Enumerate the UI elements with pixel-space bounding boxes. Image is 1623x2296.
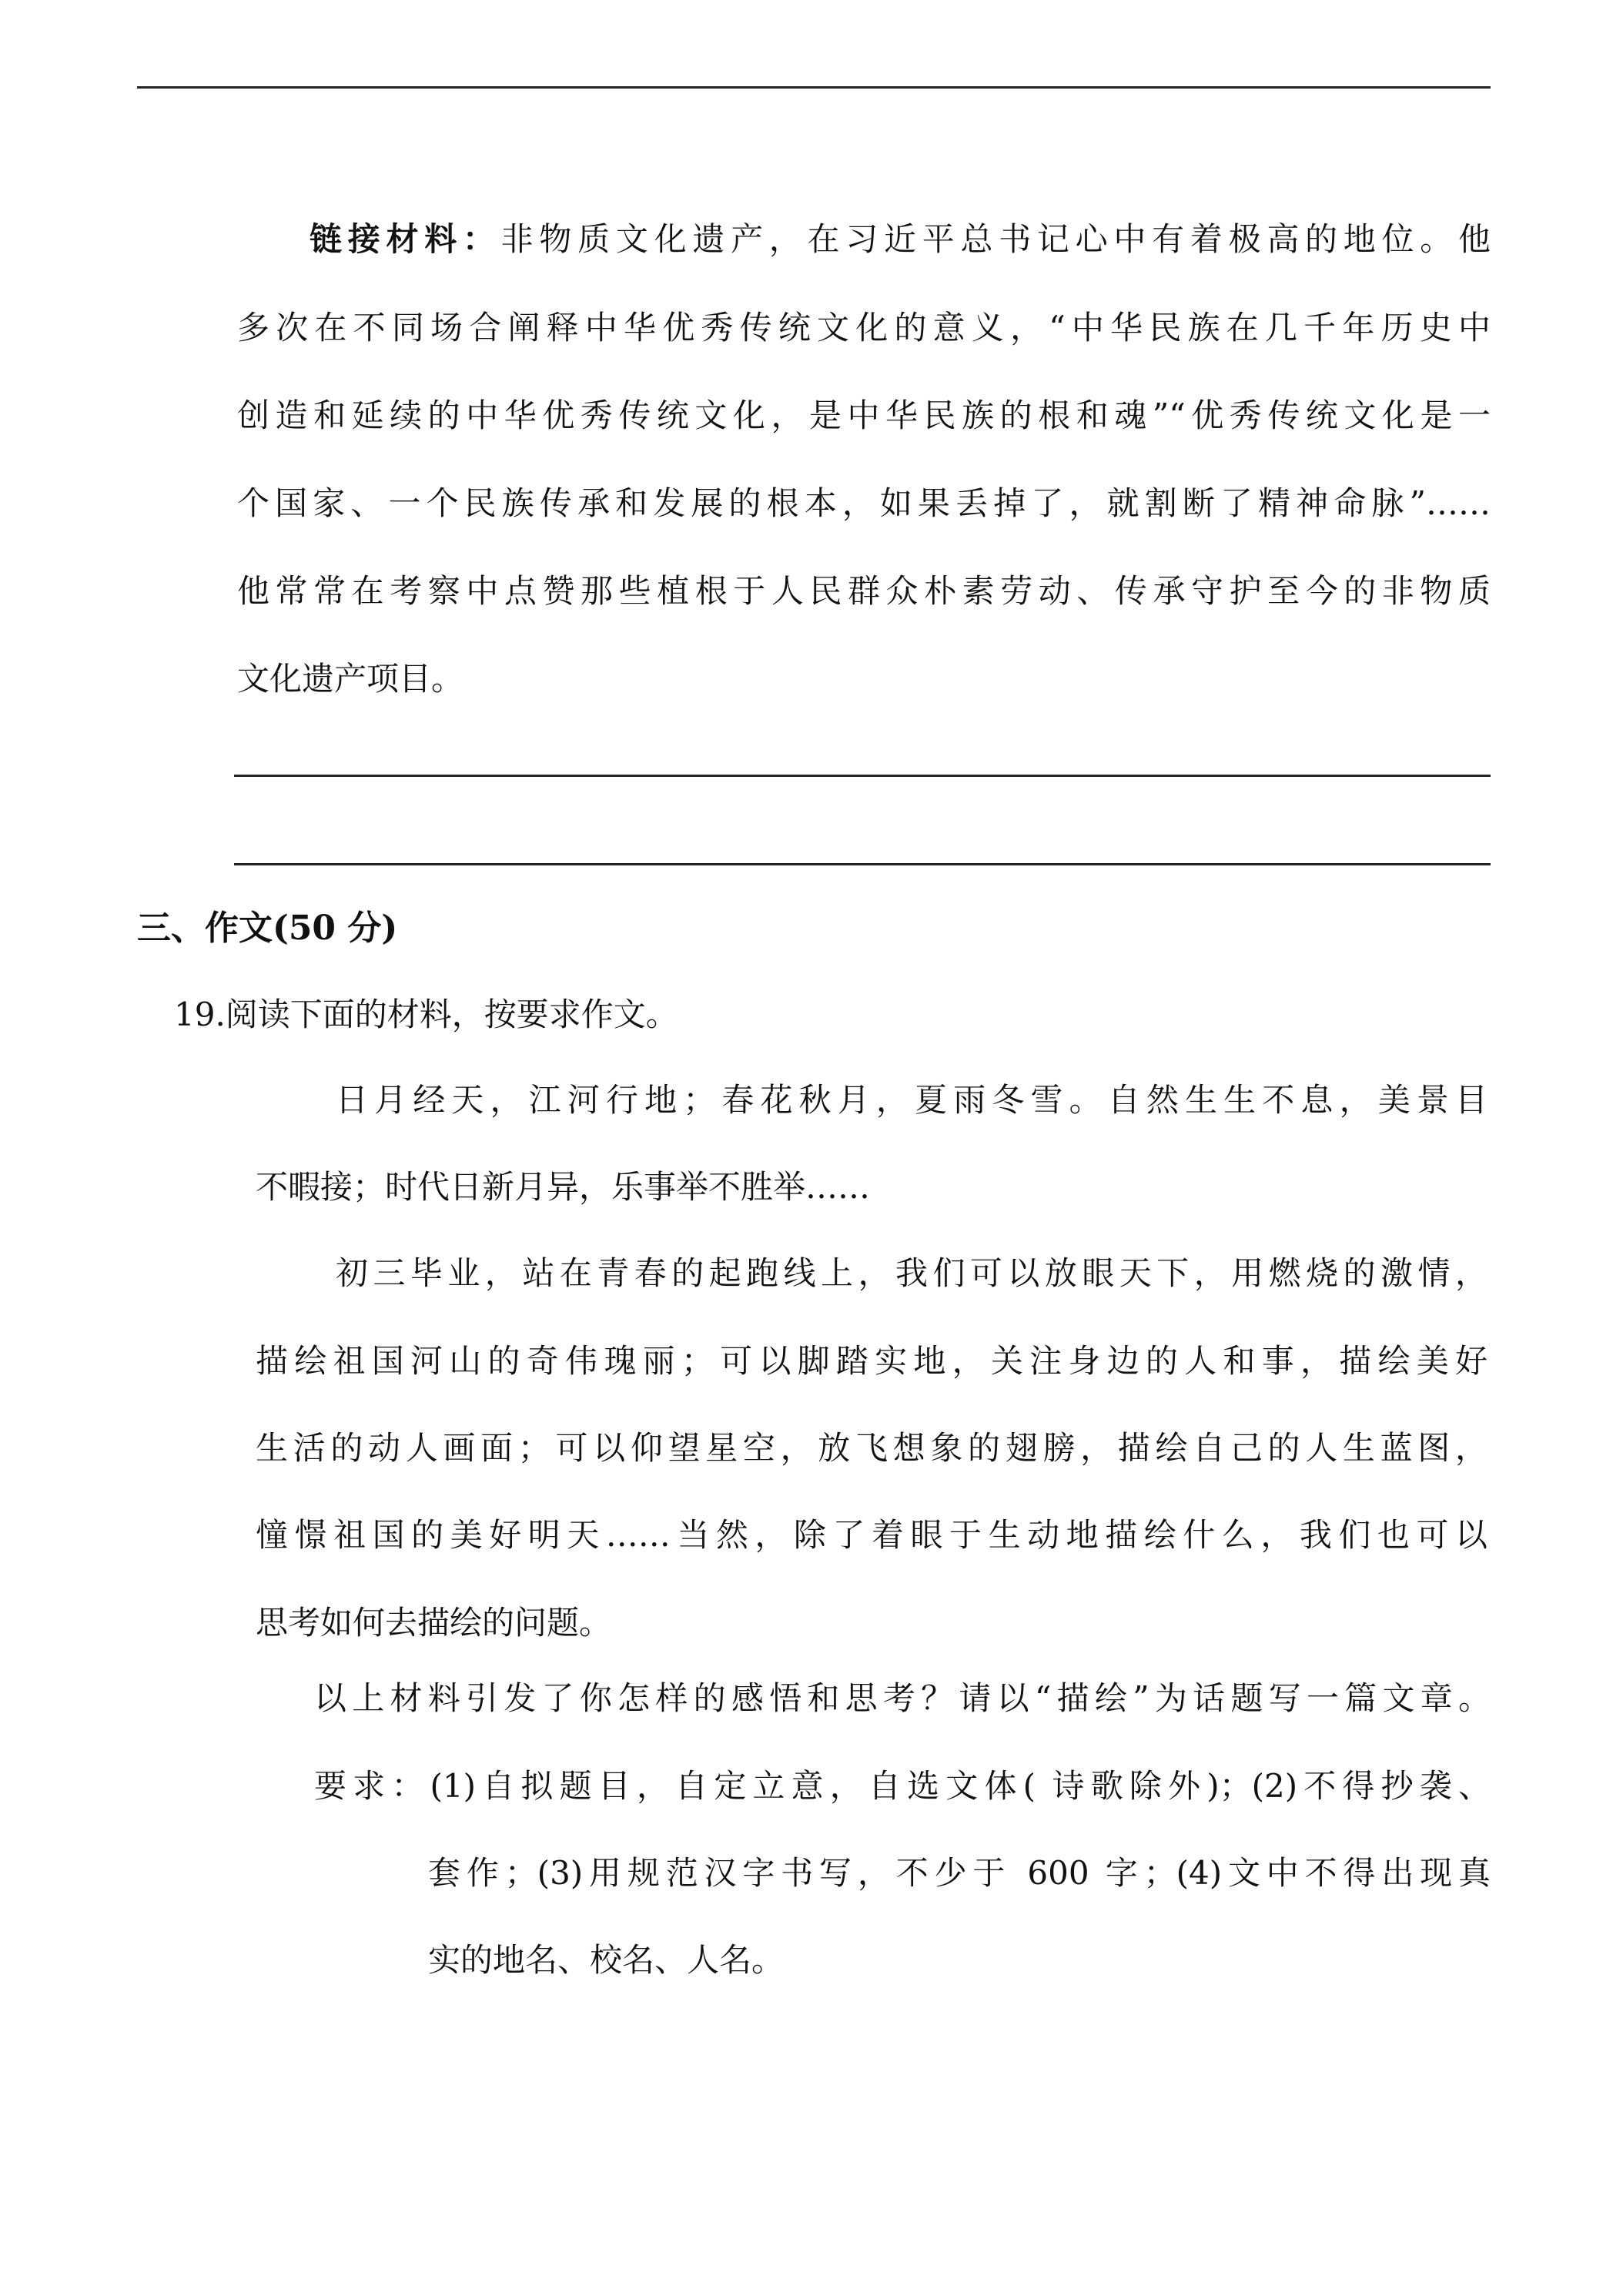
paragraph-line: 憧憬祖国的美好明天……当然，除了着眼于生动地描绘什么，我们也可以: [256, 1516, 1487, 1554]
requirements-line: 实的地名、校名、人名。: [428, 1941, 785, 1979]
link-material-line-2: 多次在不同场合阐释中华优秀传统文化的意义，“中华民族在几千年历史中: [237, 309, 1491, 346]
link-material-line-3: 创造和延续的中华优秀传统文化，是中华民族的根和魂”“优秀传统文化是一: [237, 397, 1491, 434]
paragraph-line: 思考如何去描绘的问题。: [256, 1604, 612, 1642]
top-rule: [137, 86, 1491, 89]
link-material-line-5: 他常常在考察中点赞那些植根于人民群众朴素劳动、传承守护至今的非物质: [237, 572, 1491, 610]
requirements-line: 要求：(1)自拟题目，自定立意，自选文体( 诗歌除外)；(2)不得抄袭、: [314, 1767, 1491, 1805]
link-material-line-4: 个国家、一个民族传承和发展的根本，如果丢掉了，就割断了精神命脉”……: [237, 484, 1491, 522]
section-heading: 三、作文(50 分): [137, 909, 398, 948]
answer-line-1: [234, 775, 1491, 777]
link-material-line-6: 文化遗产项目。: [237, 660, 464, 698]
link-material-label: 链接材料：: [310, 220, 501, 258]
writing-prompt: 以上材料引发了你怎样的感悟和思考？请以“描绘”为话题写一篇文章。: [314, 1679, 1491, 1717]
paragraph-line: 初三毕业，站在青春的起跑线上，我们可以放眼天下，用燃烧的激情，: [336, 1254, 1487, 1292]
paragraph-line: 生活的动人画面；可以仰望星空，放飞想象的翅膀，描绘自己的人生蓝图，: [256, 1429, 1487, 1467]
paragraph-line: 不暇接；时代日新月异，乐事举不胜举……: [256, 1168, 871, 1206]
requirements-line: 套作；(3)用规范汉字书写，不少于 600 字；(4)文中不得出现真: [428, 1854, 1491, 1892]
paragraph-line: 日月经天，江河行地；春花秋月，夏雨冬雪。自然生生不息，美景目: [336, 1081, 1487, 1119]
question-title: 19.阅读下面的材料，按要求作文。: [174, 996, 678, 1033]
answer-line-2: [234, 863, 1491, 865]
paragraph-line: 描绘祖国河山的奇伟瑰丽；可以脚踏实地，关注身边的人和事，描绘美好: [256, 1342, 1487, 1380]
link-material-line-1: 链接材料：非物质文化遗产，在习近平总书记心中有着极高的地位。他: [310, 220, 1491, 258]
